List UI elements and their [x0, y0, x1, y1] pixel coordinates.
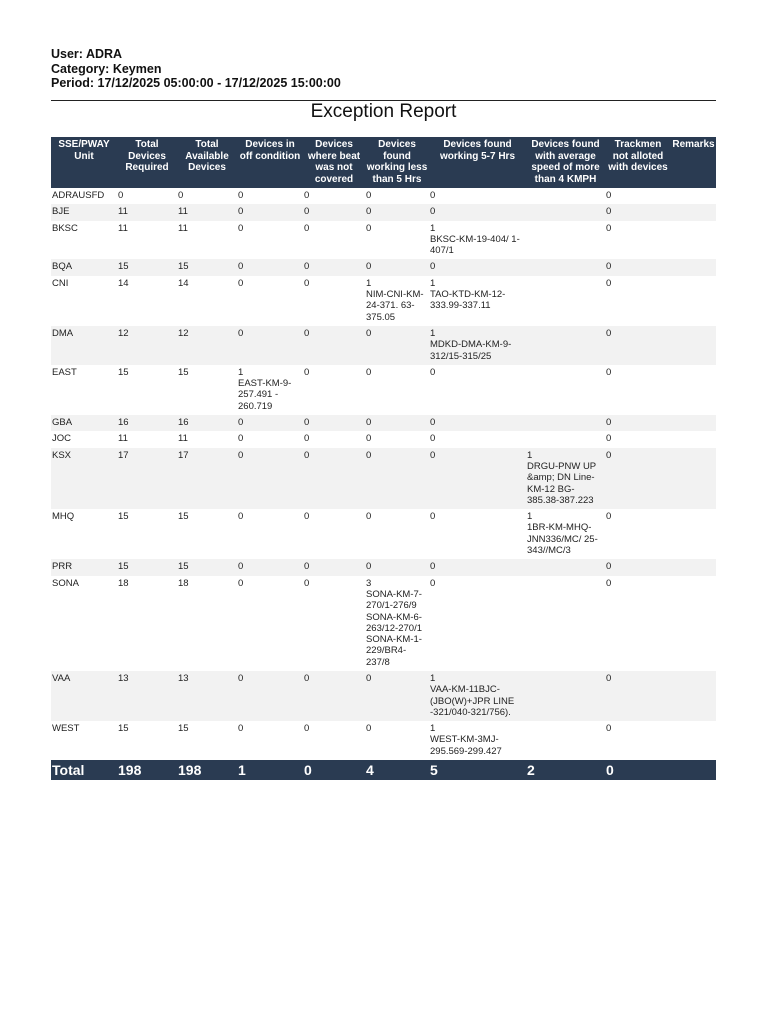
count-value: 0 [366, 511, 372, 523]
location-detail: BKSC-KM-19-404/ 1-407/1 [430, 233, 520, 257]
h57-cell [429, 721, 526, 760]
count-value: 0 [366, 433, 372, 445]
count-value: 1 [238, 366, 244, 378]
speed-cell [526, 221, 605, 260]
count-value: 0 [366, 723, 372, 735]
total-cell: 2 [526, 760, 605, 780]
trackmen-cell: 0 [605, 431, 671, 447]
location-detail: VAA-KM-11BJC-(JBO(W)+JPR LINE -321/040-321/756). [430, 684, 515, 718]
required-cell: 17 [117, 448, 177, 509]
off-cell [237, 188, 303, 204]
speed-cell [526, 721, 605, 760]
remarks-cell [671, 431, 716, 447]
remarks-cell [671, 188, 716, 204]
h57-cell [429, 204, 526, 220]
less5-cell [365, 259, 429, 275]
location-detail: DRGU-PNW UP &amp; DN Line-KM-12 BG-385.38-387.223 [527, 460, 596, 506]
less5-cell [365, 559, 429, 575]
table-row [51, 276, 716, 326]
count-value: 0 [366, 366, 372, 378]
count-value: 0 [366, 327, 372, 339]
h57-cell [429, 431, 526, 447]
h57-cell [429, 576, 526, 671]
less5-cell [365, 365, 429, 415]
off-cell [237, 509, 303, 559]
off-cell [237, 204, 303, 220]
count-value: 0 [238, 511, 244, 523]
count-value: 1 [430, 672, 436, 684]
less5-cell [365, 576, 429, 671]
beat-cell [303, 365, 365, 415]
available-cell: 13 [177, 671, 237, 721]
required-cell: 16 [117, 415, 177, 431]
count-value: 0 [304, 417, 310, 429]
column-header: Devices found working 5-7 Hrs [429, 137, 526, 188]
speed-cell [526, 448, 605, 509]
trackmen-cell: 0 [605, 721, 671, 760]
off-cell [237, 576, 303, 671]
count-value: 0 [304, 327, 310, 339]
remarks-cell [671, 671, 716, 721]
count-value: 0 [366, 190, 372, 201]
table-row [51, 365, 716, 415]
beat-cell [303, 671, 365, 721]
speed-cell [526, 509, 605, 559]
h57-cell [429, 188, 526, 204]
count-value: 1 [430, 222, 436, 234]
count-value: 0 [366, 261, 372, 273]
count-value: 1 [366, 277, 372, 289]
count-value: 1 [430, 277, 436, 289]
less5-cell [365, 509, 429, 559]
h57-cell [429, 326, 526, 365]
count-value: 0 [366, 672, 372, 684]
count-value: 1 [527, 511, 533, 523]
speed-cell [526, 576, 605, 671]
column-header: Total Available Devices [177, 137, 237, 188]
table-row [51, 188, 716, 204]
unit-cell: BJE [51, 204, 117, 220]
count-value: 0 [304, 577, 310, 589]
table-row [51, 509, 716, 559]
speed-cell [526, 204, 605, 220]
location-detail: TAO-KTD-KM-12-333.99-337.11 [430, 289, 506, 312]
h57-cell [429, 221, 526, 260]
period-line: Period: 17/12/2025 05:00:00 - 17/12/2025 15:00:00 [51, 76, 341, 90]
total-cell: 0 [303, 760, 365, 780]
unit-cell: EAST [51, 365, 117, 415]
count-value: 0 [304, 723, 310, 735]
count-value: 0 [304, 222, 310, 234]
count-value: 0 [304, 511, 310, 523]
count-value: 0 [238, 206, 244, 218]
trackmen-cell: 0 [605, 365, 671, 415]
less5-cell [365, 204, 429, 220]
available-cell: 11 [177, 221, 237, 260]
trackmen-cell: 0 [605, 415, 671, 431]
user-line: User: ADRA [51, 47, 123, 61]
unit-cell: DMA [51, 326, 117, 365]
location-detail: EAST-KM-9-257.491 - 260.719 [238, 378, 292, 412]
count-value: 0 [304, 366, 310, 378]
count-value: 0 [366, 561, 372, 573]
column-header: Devices where beat was not covered [303, 137, 365, 188]
less5-cell [365, 671, 429, 721]
count-value: 0 [238, 327, 244, 339]
beat-cell [303, 326, 365, 365]
total-cell: 5 [429, 760, 526, 780]
beat-cell [303, 576, 365, 671]
count-value: 1 [430, 327, 436, 339]
table-row [51, 721, 716, 760]
remarks-cell [671, 326, 716, 365]
count-value: 0 [366, 417, 372, 429]
required-cell: 11 [117, 221, 177, 260]
h57-cell [429, 509, 526, 559]
h57-cell [429, 259, 526, 275]
count-value: 0 [430, 577, 436, 589]
count-value: 0 [238, 277, 244, 289]
speed-cell [526, 188, 605, 204]
count-value: 0 [430, 433, 436, 445]
h57-cell [429, 276, 526, 326]
column-header: Total Devices Required [117, 137, 177, 188]
table-row [51, 559, 716, 575]
remarks-cell [671, 509, 716, 559]
trackmen-cell: 0 [605, 671, 671, 721]
total-cell: 198 [177, 760, 237, 780]
count-value: 3 [366, 577, 372, 589]
column-header: Devices in off condition [237, 137, 303, 188]
available-cell: 15 [177, 721, 237, 760]
category-line: Category: Keymen [51, 61, 162, 76]
less5-cell [365, 721, 429, 760]
available-cell: 11 [177, 204, 237, 220]
count-value: 0 [430, 449, 436, 461]
total-cell: 198 [117, 760, 177, 780]
trackmen-cell: 0 [605, 576, 671, 671]
total-cell: 1 [237, 760, 303, 780]
trackmen-cell: 0 [605, 221, 671, 260]
off-cell [237, 559, 303, 575]
unit-cell: ADRAUSFD [51, 188, 117, 204]
count-value: 0 [366, 206, 372, 218]
unit-cell: BKSC [51, 221, 117, 260]
trackmen-cell: 0 [605, 204, 671, 220]
off-cell [237, 448, 303, 509]
count-value: 0 [430, 561, 436, 573]
total-cell: 4 [365, 760, 429, 780]
off-cell [237, 721, 303, 760]
beat-cell [303, 559, 365, 575]
speed-cell [526, 365, 605, 415]
unit-cell: CNI [51, 276, 117, 326]
required-cell: 12 [117, 326, 177, 365]
h57-cell [429, 448, 526, 509]
unit-cell: SONA [51, 576, 117, 671]
location-detail: SONA-KM-7-270/1-276/9 SONA-KM-6-263/12-270/1 SONA-KM-1-229/BR4-237/8 [366, 588, 422, 668]
count-value: 0 [304, 277, 310, 289]
column-header: Remarks [671, 137, 716, 188]
speed-cell [526, 431, 605, 447]
table-row [51, 259, 716, 275]
count-value: 0 [430, 417, 436, 429]
count-value: 0 [430, 511, 436, 523]
available-cell: 18 [177, 576, 237, 671]
less5-cell [365, 431, 429, 447]
unit-cell: KSX [51, 448, 117, 509]
count-value: 0 [304, 449, 310, 461]
unit-cell: MHQ [51, 509, 117, 559]
off-cell [237, 415, 303, 431]
unit-cell: VAA [51, 671, 117, 721]
total-cell: 0 [605, 760, 671, 780]
count-value: 0 [366, 222, 372, 234]
count-value: 0 [238, 417, 244, 429]
less5-cell [365, 448, 429, 509]
less5-cell [365, 188, 429, 204]
remarks-cell [671, 448, 716, 509]
report-meta [51, 47, 716, 91]
count-value: 0 [366, 449, 372, 461]
available-cell: 11 [177, 431, 237, 447]
required-cell: 15 [117, 559, 177, 575]
total-cell [671, 760, 716, 780]
remarks-cell [671, 221, 716, 260]
count-value: 0 [430, 366, 436, 378]
table-header-row [51, 137, 716, 188]
off-cell [237, 431, 303, 447]
h57-cell [429, 671, 526, 721]
required-cell: 0 [117, 188, 177, 204]
table-row [51, 576, 716, 671]
remarks-cell [671, 576, 716, 671]
trackmen-cell: 0 [605, 448, 671, 509]
required-cell: 15 [117, 509, 177, 559]
table-row [51, 221, 716, 260]
count-value: 0 [238, 261, 244, 273]
count-value: 0 [430, 261, 436, 273]
count-value: 0 [430, 206, 436, 218]
beat-cell [303, 448, 365, 509]
available-cell: 17 [177, 448, 237, 509]
less5-cell [365, 276, 429, 326]
speed-cell [526, 671, 605, 721]
count-value: 0 [238, 577, 244, 589]
unit-cell: BQA [51, 259, 117, 275]
table-row [51, 204, 716, 220]
total-label: Total [51, 760, 117, 780]
required-cell: 15 [117, 365, 177, 415]
beat-cell [303, 721, 365, 760]
beat-cell [303, 415, 365, 431]
table-row [51, 671, 716, 721]
unit-cell: WEST [51, 721, 117, 760]
location-detail: MDKD-DMA-KM-9-312/15-315/25 [430, 339, 512, 362]
count-value: 0 [304, 206, 310, 218]
less5-cell [365, 221, 429, 260]
table-row [51, 431, 716, 447]
remarks-cell [671, 259, 716, 275]
count-value: 0 [430, 190, 436, 201]
remarks-cell [671, 415, 716, 431]
speed-cell [526, 559, 605, 575]
off-cell [237, 326, 303, 365]
trackmen-cell: 0 [605, 509, 671, 559]
count-value: 0 [304, 561, 310, 573]
unit-cell: JOC [51, 431, 117, 447]
speed-cell [526, 415, 605, 431]
off-cell [237, 365, 303, 415]
trackmen-cell: 0 [605, 188, 671, 204]
remarks-cell [671, 276, 716, 326]
page-title: Exception Report [310, 101, 457, 122]
available-cell: 15 [177, 559, 237, 575]
total-row [51, 760, 716, 780]
beat-cell [303, 509, 365, 559]
beat-cell [303, 431, 365, 447]
unit-cell: GBA [51, 415, 117, 431]
table-body [51, 188, 716, 760]
h57-cell [429, 559, 526, 575]
beat-cell [303, 204, 365, 220]
h57-cell [429, 415, 526, 431]
off-cell [237, 221, 303, 260]
remarks-cell [671, 721, 716, 760]
h57-cell [429, 365, 526, 415]
trackmen-cell: 0 [605, 326, 671, 365]
count-value: 1 [527, 449, 533, 461]
unit-cell: PRR [51, 559, 117, 575]
table-row [51, 415, 716, 431]
count-value: 0 [238, 561, 244, 573]
remarks-cell [671, 365, 716, 415]
count-value: 0 [304, 261, 310, 273]
column-header: Devices found with average speed of more than 4 KMPH [526, 137, 605, 188]
table-row [51, 326, 716, 365]
column-header: Trackmen not alloted with devices [605, 137, 671, 188]
column-header: SSE/PWAY Unit [51, 137, 117, 188]
count-value: 0 [238, 723, 244, 735]
trackmen-cell: 0 [605, 259, 671, 275]
required-cell: 15 [117, 721, 177, 760]
available-cell: 12 [177, 326, 237, 365]
required-cell: 18 [117, 576, 177, 671]
speed-cell [526, 259, 605, 275]
count-value: 0 [238, 672, 244, 684]
count-value: 1 [430, 723, 436, 735]
remarks-cell [671, 204, 716, 220]
beat-cell [303, 276, 365, 326]
off-cell [237, 276, 303, 326]
beat-cell [303, 188, 365, 204]
location-detail: NIM-CNI-KM-24-371. 63-375.05 [366, 289, 424, 323]
speed-cell [526, 326, 605, 365]
required-cell: 11 [117, 204, 177, 220]
count-value: 0 [304, 672, 310, 684]
column-header: Devices found working less than 5 Hrs [365, 137, 429, 188]
available-cell: 16 [177, 415, 237, 431]
table-row [51, 448, 716, 509]
count-value: 0 [238, 433, 244, 445]
remarks-cell [671, 559, 716, 575]
location-detail: WEST-KM-3MJ-295.569-299.427 [430, 734, 502, 757]
count-value: 0 [304, 190, 310, 201]
available-cell: 14 [177, 276, 237, 326]
available-cell: 15 [177, 365, 237, 415]
beat-cell [303, 259, 365, 275]
off-cell [237, 259, 303, 275]
required-cell: 14 [117, 276, 177, 326]
required-cell: 15 [117, 259, 177, 275]
available-cell: 15 [177, 509, 237, 559]
speed-cell [526, 276, 605, 326]
count-value: 0 [304, 433, 310, 445]
count-value: 0 [238, 449, 244, 461]
less5-cell [365, 326, 429, 365]
count-value: 0 [238, 222, 244, 234]
trackmen-cell: 0 [605, 559, 671, 575]
off-cell [237, 671, 303, 721]
beat-cell [303, 221, 365, 260]
exception-table [51, 137, 716, 780]
trackmen-cell: 0 [605, 276, 671, 326]
available-cell: 0 [177, 188, 237, 204]
required-cell: 11 [117, 431, 177, 447]
location-detail: 1BR-KM-MHQ-JNN336/MC/ 25-343//MC/3 [527, 522, 598, 557]
available-cell: 15 [177, 259, 237, 275]
less5-cell [365, 415, 429, 431]
required-cell: 13 [117, 671, 177, 721]
count-value: 0 [238, 190, 244, 201]
